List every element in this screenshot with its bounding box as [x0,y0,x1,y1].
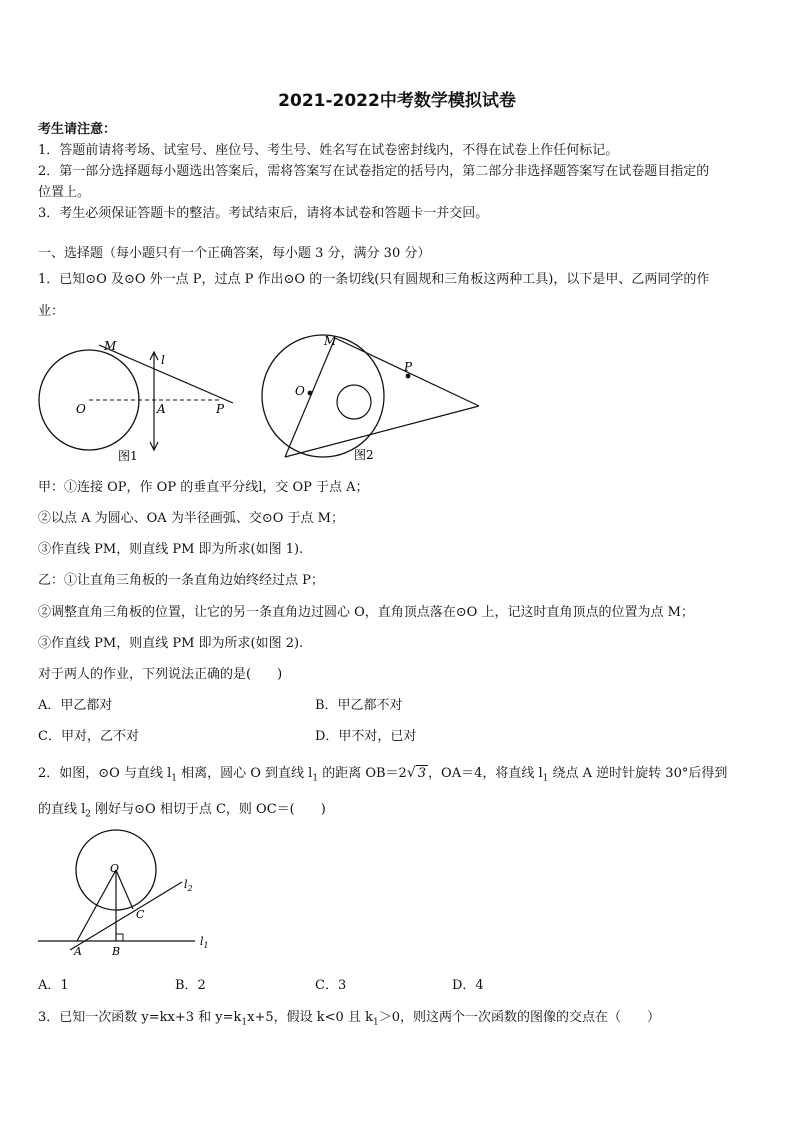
q2-fig-label-a: A [74,945,82,958]
q2-fig-label-l1 [200,935,209,950]
q3-text-3: ＞0，则这两个一次函数的图像的交点在（ ） [378,1010,660,1025]
fig2-caption: 图2 [354,448,374,462]
q1-question: 对于两人的作业，下列说法正确的是( ) [38,667,283,682]
fig1-label-p: P [216,402,225,416]
q2-stem-line1 [38,763,727,789]
fig1-label-m: M [104,339,117,353]
q1-jia-step1: 甲：①连接 OP，作 OP 的垂直平分线l，交 OP 于点 A； [38,480,369,495]
notice-item-2: 2．第一部分选择题每小题选出答案后，需将答案写在试卷指定的括号内，第二部分非选择题答案写在试卷题目指定的 [38,164,710,179]
q2-fig-l2-main: l [184,878,188,891]
fig1-label-l: l [161,353,165,367]
fig1-label-a: A [157,402,166,416]
q2-fig-l2-sub: 2 [187,884,193,893]
q1-figure-2 [255,330,490,466]
q2-text-2: 相离，圆心 O 到直线 l [176,766,313,781]
q1-figure-1 [30,338,245,466]
q2-option-b[interactable]: B．2 [175,978,206,993]
q3-text-2: x+5，假设 k<0 且 k [247,1010,373,1025]
q1-option-d[interactable]: D．甲不对，已对 [315,729,417,744]
q2-option-c[interactable]: C．3 [315,978,347,993]
q1-option-c[interactable]: C．甲对，乙不对 [38,729,139,744]
q2-option-d[interactable]: D．4 [452,978,484,993]
notice-heading: 考生请注意： [38,122,117,137]
q1-jia-step3: ③作直线 PM，则直线 PM 即为所求(如图 1). [38,542,304,557]
q2-fig-l1-main: l [200,935,204,948]
q1-yi-step1: 乙：①让直角三角板的一条直角边始终经过点 P； [38,573,324,588]
q2-sub-3: 1 [542,773,549,784]
q3-stem [38,1008,660,1033]
q3-sub-2: 1 [372,1017,379,1028]
q2-sub-1: 1 [171,773,177,784]
q1-stem-line2: 业： [38,304,65,319]
fig1-caption: 图1 [118,449,138,463]
sqrt-sign: √ [406,765,416,781]
page-title: 2021-2022中考数学模拟试卷 [278,91,516,111]
q1-yi-step3: ③作直线 PM，则直线 PM 即为所求(如图 2). [38,636,304,651]
q2-sqrt-value: 3 [417,766,427,781]
q2-option-a[interactable]: A．1 [38,978,69,993]
q2-text-6: 的直线 l [38,802,86,817]
q1-stem-line1: 1．已知⊙O 及⊙O 外一点 P，过点 P 作出⊙O 的一条切线(只有圆规和三角板这两种工具)，以下是甲、乙两同学的作 [38,272,710,287]
q2-fig-label-b: B [112,945,121,958]
q2-fig-label-c: C [136,908,145,921]
q2-fig-l1-sub: 1 [203,941,209,950]
q2-text-3: 的距离 OB＝2 [318,766,407,781]
q1-jia-step2: ②以点 A 为圆心、OA 为半径画弧、交⊙O 于点 M； [38,511,344,526]
fig2-label-m: M [324,334,337,348]
q2-fig-label-o: O [110,862,120,875]
q2-text-4: ，OA＝4，将直线 l [428,766,543,781]
q2-sub-4: 2 [85,809,92,820]
q2-stem-line2 [38,800,326,825]
q2-text-7: 刚好与⊙O 相切于点 C，则 OC＝( ) [91,802,326,817]
q1-option-a[interactable]: A．甲乙都对 [38,698,113,713]
q2-figure [30,822,220,960]
q1-option-b[interactable]: B．甲乙都不对 [315,698,403,713]
q3-text-1: 3．已知一次函数 y=kx+3 和 y=k [38,1010,242,1025]
notice-item-2-cont: 位置上。 [38,185,91,200]
fig2-label-o: O [295,384,305,398]
fig2-label-p: P [404,360,413,374]
q2-fig-label-l2 [184,878,193,893]
section-heading: 一、选择题（每小题只有一个正确答案，每小题 3 分，满分 30 分） [38,246,431,261]
q2-sub-2: 1 [312,773,319,784]
q3-sub-1: 1 [241,1017,248,1028]
q2-text-1: 2．如图，⊙O 与直线 l [38,766,172,781]
notice-item-3: 3．考生必须保证答题卡的整洁。考试结束后，请将本试卷和答题卡一并交回。 [38,206,489,221]
q2-text-5: 绕点 A 逆时针旋转 30°后得到 [548,766,728,781]
notice-item-1: 1．答题前请将考场、试室号、座位号、考生号、姓名写在试卷密封线内，不得在试卷上作任何标记。 [38,143,619,158]
fig1-label-o: O [76,402,86,416]
q1-yi-step2: ②调整直角三角板的位置，让它的另一条直角边过圆心 O，直角顶点落在⊙O 上，记这时直角顶点的位置为点 M； [38,605,694,620]
